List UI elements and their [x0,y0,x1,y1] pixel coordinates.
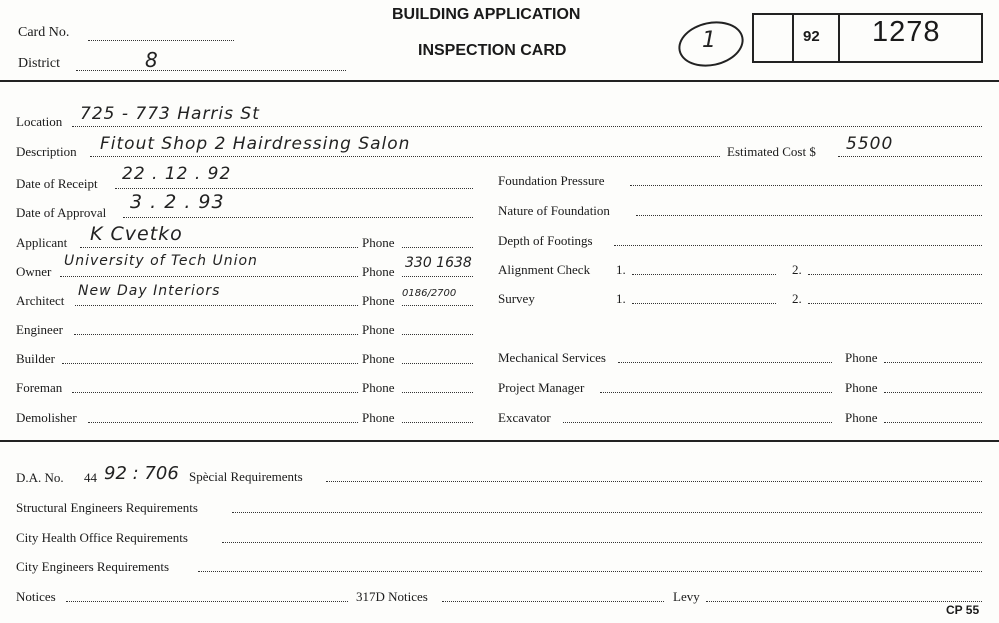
engineer-field[interactable] [74,334,358,335]
notices-field[interactable] [66,601,348,602]
architect-label: Architect [16,293,65,308]
health-label: City Health Office Requirements [16,530,188,545]
special-requirements-label: Spècial Requirements [189,469,303,484]
foundation-pressure-label: Foundation Pressure [498,173,605,188]
owner-phone-value: 330 1638 [405,255,472,271]
owner-field[interactable] [60,276,358,277]
alignment-num2: 2. [792,262,802,277]
card-no-field[interactable] [88,40,234,41]
applicant-label: Applicant [16,235,68,250]
architect-phone-label: Phone [362,293,395,308]
date-receipt-label: Date of Receipt [16,176,98,191]
date-receipt-value: 22 . 12 . 92 [122,164,232,184]
applicant-phone-label: Phone [362,235,395,250]
alignment-check-label: Alignment Check [498,262,591,277]
da-no-value: 92 : 706 [104,463,179,484]
depth-footings-field[interactable] [614,245,982,246]
levy-field[interactable] [706,601,982,602]
builder-label: Builder [16,351,55,366]
box-divider-2 [838,15,840,61]
box-divider-1 [792,15,794,61]
engineer-phone-label: Phone [362,322,395,337]
demolisher-field[interactable] [88,422,358,423]
survey-field-1[interactable] [632,303,776,304]
owner-label: Owner [16,264,52,279]
district-field[interactable] [76,70,346,71]
estimated-cost-field[interactable] [838,156,982,157]
date-approval-field[interactable] [123,217,473,218]
owner-value: University of Tech Union [64,253,258,269]
special-requirements-field[interactable] [326,481,982,482]
health-field[interactable] [222,542,982,543]
description-label: Description [16,144,77,159]
applicant-value: K Cvetko [90,223,183,245]
district-label: District [18,56,60,71]
district-value: 8 [145,48,159,72]
foreman-field[interactable] [72,392,358,393]
nature-foundation-field[interactable] [636,215,982,216]
demolisher-phone-field[interactable] [402,422,473,423]
depth-footings-label: Depth of Footings [498,233,593,248]
survey-num1: 1. [616,291,626,306]
alignment-field-2[interactable] [808,274,982,275]
project-manager-phone-field[interactable] [884,392,982,393]
excavator-phone-field[interactable] [884,422,982,423]
title-line2: INSPECTION CARD [418,42,567,59]
foundation-pressure-field[interactable] [630,185,982,186]
estimated-cost-value: 5500 [846,134,894,154]
project-manager-phone-label: Phone [845,380,878,395]
applicant-phone-field[interactable] [402,247,473,248]
engineer-phone-field[interactable] [402,334,473,335]
owner-phone-label: Phone [362,264,395,279]
structural-label: Structural Engineers Requirements [16,500,198,515]
nature-foundation-label: Nature of Foundation [498,203,610,218]
architect-value: New Day Interiors [78,283,221,299]
builder-field[interactable] [62,363,358,364]
card-no-label: Card No. [18,25,70,40]
city-engineers-label: City Engineers Requirements [16,559,170,574]
notices-label: Notices [16,589,56,604]
excavator-label: Excavator [498,410,551,425]
owner-phone-field[interactable] [402,276,473,277]
section-rule [0,440,999,442]
alignment-num1: 1. [616,262,626,277]
alignment-field-1[interactable] [632,274,776,275]
title-line1: BUILDING APPLICATION [392,6,581,23]
builder-phone-label: Phone [362,351,395,366]
demolisher-label: Demolisher [16,410,77,425]
description-field[interactable] [90,156,720,157]
box-number: 1278 [872,16,941,48]
date-approval-label: Date of Approval [16,205,107,220]
description-value: Fitout Shop 2 Hairdressing Salon [100,134,411,154]
architect-phone-field[interactable] [402,305,473,306]
date-receipt-field[interactable] [115,188,473,189]
structural-field[interactable] [232,512,982,513]
mechanical-phone-field[interactable] [884,362,982,363]
survey-label: Survey [498,291,535,306]
city-engineers-field[interactable] [198,571,982,572]
box-prefix: 92 [803,28,820,45]
applicant-field[interactable] [80,247,358,248]
foreman-label: Foreman [16,380,63,395]
circled-mark-value: 1 [702,28,717,53]
excavator-field[interactable] [563,422,832,423]
form-code: CP 55 [946,603,980,617]
levy-label: Levy [673,589,700,604]
survey-num2: 2. [792,291,802,306]
estimated-cost-label: Estimated Cost $ [727,144,816,159]
mechanical-label: Mechanical Services [498,350,606,365]
da-no-label: D.A. No. [16,470,64,485]
builder-phone-field[interactable] [402,363,473,364]
card-number-box [752,13,983,63]
da-no-prefix: 44 [84,470,97,485]
foreman-phone-label: Phone [362,380,395,395]
date-approval-value: 3 . 2 . 93 [130,191,225,213]
mechanical-field[interactable] [618,362,832,363]
notices-317d-label: 317D Notices [356,589,428,604]
notices-317d-field[interactable] [442,601,664,602]
location-label: Location [16,114,63,129]
mechanical-phone-label: Phone [845,350,878,365]
project-manager-label: Project Manager [498,380,585,395]
architect-phone-value: 0186/2700 [402,288,457,299]
demolisher-phone-label: Phone [362,410,395,425]
project-manager-field[interactable] [600,392,832,393]
header-rule [0,80,999,82]
excavator-phone-label: Phone [845,410,878,425]
location-value: 725 - 773 Harris St [80,104,260,124]
engineer-label: Engineer [16,322,63,337]
foreman-phone-field[interactable] [402,392,473,393]
architect-field[interactable] [75,305,358,306]
survey-field-2[interactable] [808,303,982,304]
location-field[interactable] [72,126,982,127]
